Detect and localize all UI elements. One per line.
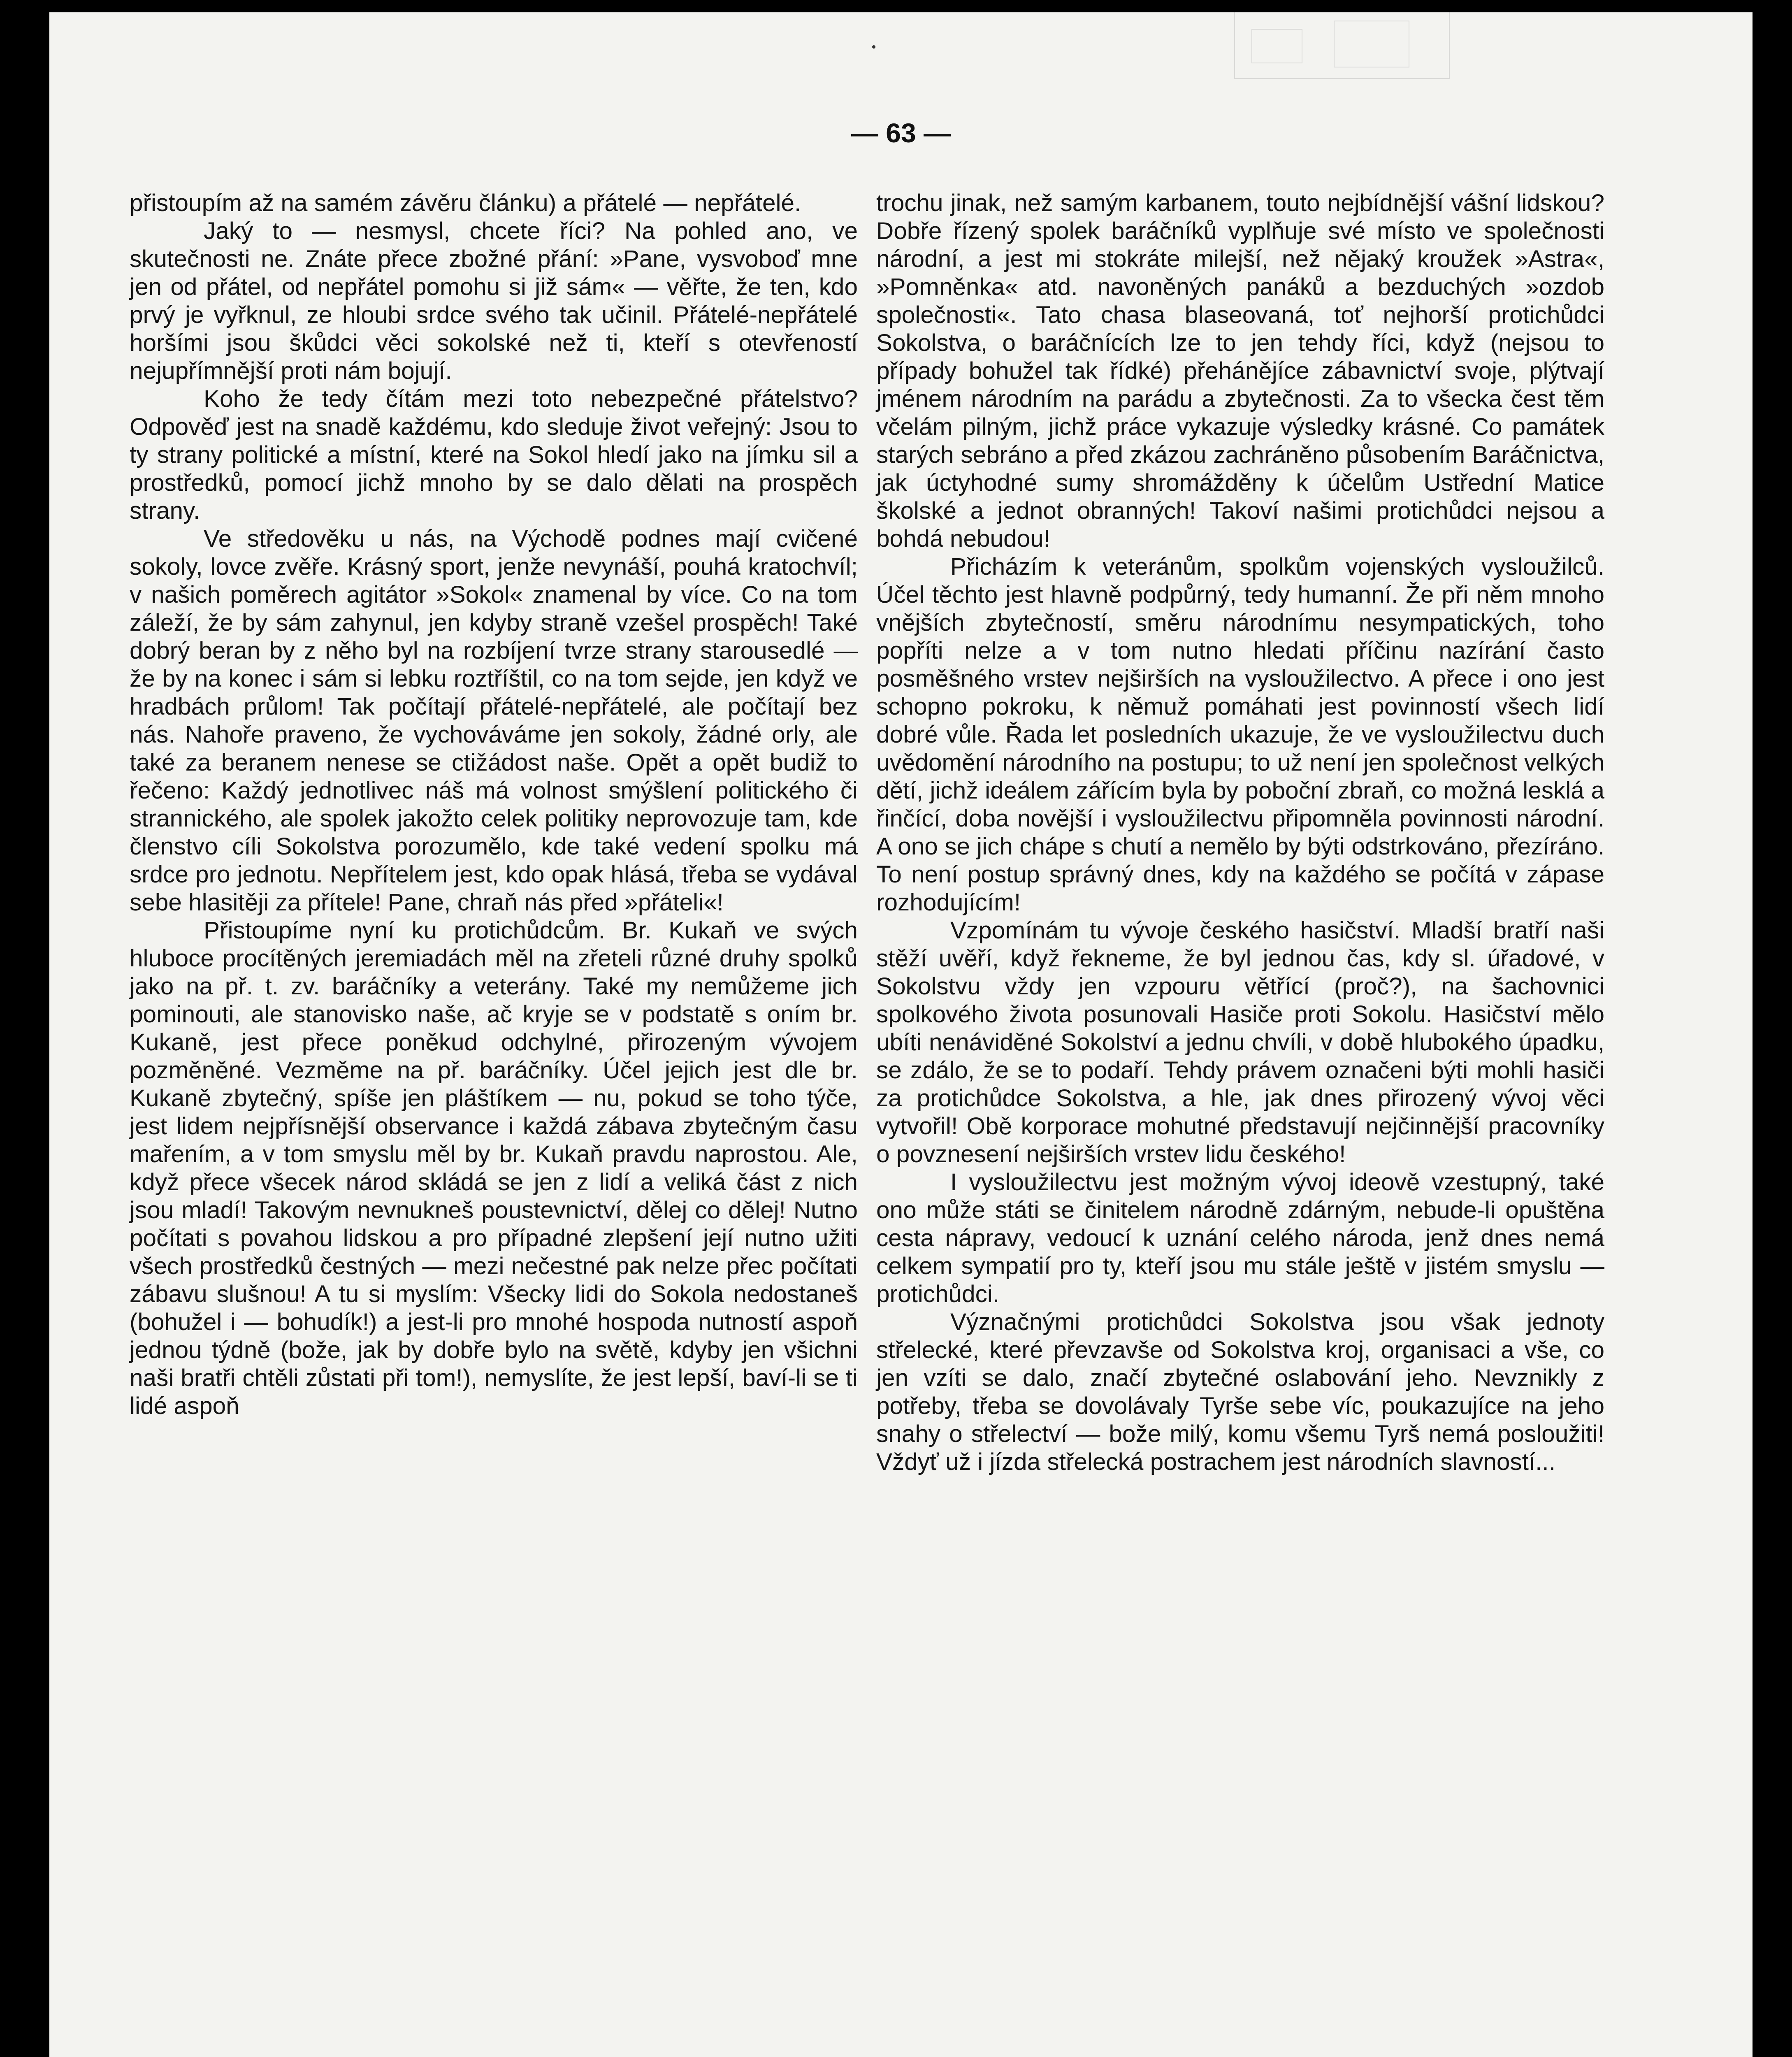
paragraph: I vysloužilectvu jest možným vývoj ideově vzestupný, také ono může státi se činitelem národně zdárným, nebude-li opuštěna cesta nápravy, vedoucí k uznání celého národa, jenž dnes nemá celkem sympatií pro ty, kteří jsou mu stále ještě v jistém smyslu — protichůdci. [876,1169,1604,1307]
left-column [130,189,858,1420]
paragraph: trochu jinak, než samým karbanem, touto nejbídnější vášní lidskou? Dobře řízený spolek baráčníků vyplňuje své místo ve společnosti národní, a jest mi stokráte milejší, než nějaký kroužek »Astra«, »Pomněnka« atd. navoněných panáků a bezduchých »ozdob společnosti«. Tato chasa blaseovaná, toť nejhorší protichůdci Sokolstva, o baráčnících lze to jen tehdy říci, když (nejsou to případy bohužel tak řídké) přehánějíce zábavnictví svoje, plýtvají jménem národním na parádu a zbytečnosti. Za to všecka čest těm včelám pilným, jichž práce vykazuje výsledky krásné. Co památek starých sebráno a před zkázou zachráněno působením Baráčnictva, jak úctyhodné sumy shromážděny k účelům Ustřední Matice školské a jednot obranných! Takoví našimi protichůdci nejsou a bohdá nebudou! [876,190,1604,552]
paragraph: Přistoupíme nyní ku protichůdcům. Br. Kukaň ve svých hluboce procítěných jeremiadách měl na zřeteli různé druhy spolků jako na př. t. zv. baráčníky a veterány. Také my nemůžeme jich pominouti, ale stanovisko naše, ač kryje se v podstatě s oním br. Kukaně, jest přece poněkud odchylné, přirozeným vývojem pozměněné. Vezměme na př. baráčníky. Účel jejich jest dle br. Kukaně zbytečný, spíše jen pláštíkem — nu, pokud se toho týče, jest lidem nejpřísnější observance i každá zábava zbytečným času mařením, a v tom smyslu měl by br. Kukaň pravdu naprostou. Ale, když přece všecek národ skládá se jen z lidí a veliká část z nich jsou mladí! Takovým nevnukneš poustevnictví, dělej co dělej! Nutno počítati s povahou lidskou a pro případné zlepšení její nutno užiti všech prostředků čestných — mezi nečestné pak nelze přec počítati zábavu slušnou! A tu si myslím: Všecky lidi do Sokola nedostaneš (bohužel i — bohudík!) a jest-li pro mnohé hospoda nutností aspoň jednou týdně (bože, jak by dobře bylo na světě, kdyby jen všichni naši bratři chtěli zůstati při tom!), nemyslíte, že jest lepší, baví-li se ti lidé aspoň [130,917,858,1419]
scanned-page [49,12,1753,2057]
right-column [876,189,1604,1476]
paragraph: Ve středověku u nás, na Východě podnes mají cvičené sokoly, lovce zvěře. Krásný sport, jenže nevynáší, pouhá kratochvíl; v našich poměrech agitátor »Sokol« znamenal by více. Co na tom záleží, že by sám zahynul, jen kdyby straně vzešel prospěch! Také dobrý beran by z něho byl na rozbíjení tvrze strany starousedlé — že by na konec i sám si lebku roztříštil, co na tom sejde, jen když ve hradbách průlom! Tak počítají přátelé-nepřátelé, ale počítají bez nás. Nahoře praveno, že vychováváme jen sokoly, žádné orly, ale také za beranem nenese se ctižádost naše. Opět a opět budiž to řečeno: Každý jednotlivec náš má volnost smýšlení politického či strannického, ale spolek jakožto celek politiky neprovozuje tam, kde členstvo cíli Sokolstva porozumělo, kde také vedení spolku má srdce pro jednotu. Nepřítelem jest, kdo opak hlásá, třeba se vydával sebe hlasitěji za přítele! Pane, chraň nás před »přáteli«! [130,525,858,916]
paragraph: Vzpomínám tu vývoje českého hasičství. Mladší bratří naši stěží uvěří, když řekneme, že byl jednou čas, kdy sl. úřadové, v Sokolstvu vždy jen vzpouru větřící (proč?), na šachovnici spolkového života posunovali Hasiče proti Sokolu. Hasičství mělo ubíti nenáviděné Sokolství a jednu chvíli, v době hlubokého úpadku, se zdálo, že se to podaří. Tehdy právem označeni býti mohli hasiči za protichůdce Sokolstva, a hle, jak dnes přirozený vývoj věci vytvořil! Obě korporace mohutné představují nejčinnější pracovníky o povznesení nejširších vrstev lidu českého! [876,917,1604,1168]
paragraph: Přicházím k veteránům, spolkům vojenských vysloužilců. Účel těchto jest hlavně podpůrný, tedy humanní. Že při něm mnoho vnějších zbytečností, směru národnímu nesympatických, toho popříti nelze a v tom nutno hledati příčinu nazírání často posměšného vrstev nejširších na vysloužilectvo. A přece i ono jest schopno pokroku, k němuž pomáhati jest povinností všech lidí dobré vůle. Řada let posledních ukazuje, že ve vysloužilectvu duch uvědomění národního na postupu; to už není jen společnost velkých dětí, jichž ideálem zářícím byla by poboční zbraň, co možná lesklá a řinčící, doba novější i vysloužilectvu připomněla povinnosti národní. A ono se jich chápe s chutí a nemělo by býti odstrkováno, přezíráno. To není postup správný dnes, kdy na každého se počítá v zápase rozhodujícím! [876,553,1604,916]
paragraph: Koho že tedy čítám mezi toto nebezpečné přátelstvo? Odpověď jest na snadě každému, kdo sleduje život veřejný: Jsou to ty strany politické a místní, které na Sokol hledí jako na jímku sil a prostředků, pomocí jichž mnoho by se dalo dělati na prospěch strany. [130,385,858,524]
page-number: — 63 — [851,118,951,148]
paragraph: přistoupím až na samém závěru článku) a přátelé — nepřátelé. [130,190,801,216]
scan-stamp-artifact [1234,12,1450,79]
dust-speck [872,45,875,49]
paragraph: Jaký to — nesmysl, chcete říci? Na pohled ano, ve skutečnosti ne. Znáte přece zbožné přání: »Pane, vysvoboď mne jen od přátel, od nepřátel pomohu si již sám« — věřte, že ten, kdo prvý je vyřknul, ze hloubi srdce svého tak učinil. Přátelé-nepřátelé horšími jsou škůdci věci sokolské než ti, kteří s otevřeností nejupřímnější proti nám bojují. [130,218,858,384]
paragraph: Význačnými protichůdci Sokolstva jsou však jednoty střelecké, které převzavše od Sokolstva kroj, organisaci a vše, co jen vzíti se dalo, značí zbytečné oslabování jeho. Nevznikly z potřeby, třeba se dovolávaly Tyrše sebe víc, poukazujíce na jeho snahy o střelectví — bože milý, komu všemu Tyrš nemá posloužiti! Vždyť už i jízda střelecká postrachem jest národních slavností... [876,1309,1604,1475]
